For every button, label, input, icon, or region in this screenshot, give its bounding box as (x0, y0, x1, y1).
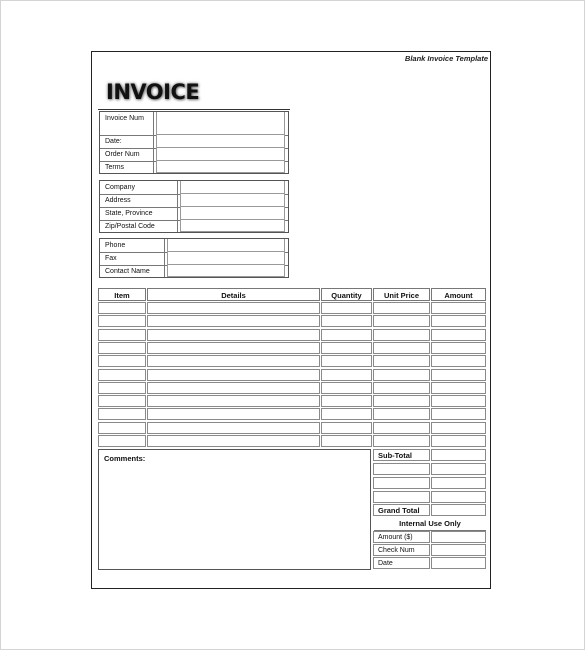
line-item-amount-cell[interactable] (431, 408, 486, 420)
internal-date-field[interactable] (431, 557, 486, 569)
total-extra-label-3 (373, 491, 430, 503)
fax-label: Fax (100, 252, 165, 265)
col-head-unit-price: Unit Price (373, 288, 430, 301)
line-item-unit-price-cell[interactable] (373, 315, 430, 327)
zip-label: Zip/Postal Code (100, 220, 178, 232)
invoice-sheet (91, 51, 491, 589)
order-num-label: Order Num (100, 148, 154, 161)
company-field[interactable] (180, 181, 285, 194)
line-item-item-cell[interactable] (98, 382, 146, 394)
line-item-details-cell[interactable] (147, 342, 320, 354)
terms-label: Terms (100, 161, 154, 173)
line-item-amount-cell[interactable] (431, 382, 486, 394)
zip-row (100, 220, 288, 232)
grand-total-value[interactable] (431, 504, 486, 516)
col-head-item: Item (98, 288, 146, 301)
line-item-item-cell[interactable] (98, 329, 146, 341)
total-extra-value-1[interactable] (431, 463, 486, 475)
line-item-quantity-cell[interactable] (321, 435, 372, 447)
line-item-amount-cell[interactable] (431, 355, 486, 367)
line-item-unit-price-cell[interactable] (373, 382, 430, 394)
total-extra-label-1 (373, 463, 430, 475)
line-item-quantity-cell[interactable] (321, 342, 372, 354)
invoice-num-label: Invoice Num (100, 112, 154, 135)
col-head-details: Details (147, 288, 320, 301)
line-item-item-cell[interactable] (98, 395, 146, 407)
address-label: Address (100, 194, 178, 207)
line-item-item-cell[interactable] (98, 435, 146, 447)
line-item-amount-cell[interactable] (431, 395, 486, 407)
grand-total-label: Grand Total (373, 504, 430, 516)
line-item-details-cell[interactable] (147, 355, 320, 367)
internal-amount-label: Amount ($) (373, 531, 430, 543)
fax-field[interactable] (167, 252, 285, 265)
col-head-quantity: Quantity (321, 288, 372, 301)
line-item-amount-cell[interactable] (431, 329, 486, 341)
line-item-amount-cell[interactable] (431, 315, 486, 327)
line-item-unit-price-cell[interactable] (373, 342, 430, 354)
total-extra-label-2 (373, 477, 430, 489)
line-item-details-cell[interactable] (147, 395, 320, 407)
state-province-row (100, 207, 288, 221)
line-item-details-cell[interactable] (147, 435, 320, 447)
line-item-item-cell[interactable] (98, 315, 146, 327)
line-item-quantity-cell[interactable] (321, 315, 372, 327)
contact-name-label: Contact Name (100, 265, 165, 277)
line-item-quantity-cell[interactable] (321, 382, 372, 394)
phone-row (100, 239, 288, 253)
state-province-field[interactable] (180, 207, 285, 220)
date-label: Date: (100, 135, 154, 148)
invoice-num-row (100, 112, 288, 136)
internal-amount-field[interactable] (431, 531, 486, 543)
heading-divider (98, 109, 290, 110)
line-item-quantity-cell[interactable] (321, 302, 372, 314)
line-item-unit-price-cell[interactable] (373, 435, 430, 447)
line-item-unit-price-cell[interactable] (373, 302, 430, 314)
phone-field[interactable] (167, 239, 285, 252)
line-item-amount-cell[interactable] (431, 342, 486, 354)
line-item-unit-price-cell[interactable] (373, 329, 430, 341)
internal-date-label: Date (373, 557, 430, 569)
company-row (100, 181, 288, 195)
address-field[interactable] (180, 194, 285, 207)
contact-name-row (100, 265, 288, 277)
line-item-item-cell[interactable] (98, 355, 146, 367)
internal-check-num-label: Check Num (373, 544, 430, 556)
terms-field[interactable] (156, 161, 285, 173)
contact-table (99, 238, 289, 278)
zip-field[interactable] (180, 220, 285, 232)
line-item-quantity-cell[interactable] (321, 355, 372, 367)
invoice-num-field[interactable] (156, 112, 285, 135)
address-row (100, 194, 288, 208)
date-field[interactable] (156, 135, 285, 148)
contact-name-field[interactable] (167, 265, 285, 277)
line-item-amount-cell[interactable] (431, 302, 486, 314)
col-head-amount: Amount (431, 288, 486, 301)
line-item-item-cell[interactable] (98, 422, 146, 434)
line-item-details-cell[interactable] (147, 329, 320, 341)
line-item-item-cell[interactable] (98, 408, 146, 420)
comments-box[interactable] (98, 449, 371, 570)
total-extra-value-3[interactable] (431, 491, 486, 503)
invoice-heading: INVOICE (106, 80, 200, 104)
date-row (100, 135, 288, 149)
state-province-label: State, Province (100, 207, 178, 220)
line-item-item-cell[interactable] (98, 302, 146, 314)
address-table (99, 180, 289, 233)
template-title: Blank Invoice Template (404, 54, 488, 63)
terms-row (100, 161, 288, 173)
line-item-details-cell[interactable] (147, 408, 320, 420)
line-item-details-cell[interactable] (147, 369, 320, 381)
line-item-unit-price-cell[interactable] (373, 355, 430, 367)
line-item-amount-cell[interactable] (431, 422, 486, 434)
line-item-quantity-cell[interactable] (321, 395, 372, 407)
total-extra-value-2[interactable] (431, 477, 486, 489)
line-item-item-cell[interactable] (98, 369, 146, 381)
line-item-details-cell[interactable] (147, 315, 320, 327)
comments-label: Comments: (104, 454, 146, 463)
line-item-unit-price-cell[interactable] (373, 369, 430, 381)
subtotal-label: Sub-Total (373, 449, 430, 461)
line-item-details-cell[interactable] (147, 382, 320, 394)
internal-use-heading: Internal Use Only (374, 518, 486, 531)
order-num-field[interactable] (156, 148, 285, 161)
line-item-quantity-cell[interactable] (321, 369, 372, 381)
line-item-amount-cell[interactable] (431, 369, 486, 381)
internal-check-num-field[interactable] (431, 544, 486, 556)
line-item-item-cell[interactable] (98, 342, 146, 354)
line-item-amount-cell[interactable] (431, 435, 486, 447)
line-item-quantity-cell[interactable] (321, 408, 372, 420)
phone-label: Phone (100, 239, 165, 252)
line-item-unit-price-cell[interactable] (373, 422, 430, 434)
line-item-details-cell[interactable] (147, 302, 320, 314)
order-num-row (100, 148, 288, 162)
fax-row (100, 252, 288, 266)
company-label: Company (100, 181, 178, 194)
line-item-details-cell[interactable] (147, 422, 320, 434)
line-item-unit-price-cell[interactable] (373, 408, 430, 420)
line-item-unit-price-cell[interactable] (373, 395, 430, 407)
line-item-quantity-cell[interactable] (321, 329, 372, 341)
line-item-quantity-cell[interactable] (321, 422, 372, 434)
invoice-info-table (99, 111, 289, 174)
subtotal-value[interactable] (431, 449, 486, 461)
